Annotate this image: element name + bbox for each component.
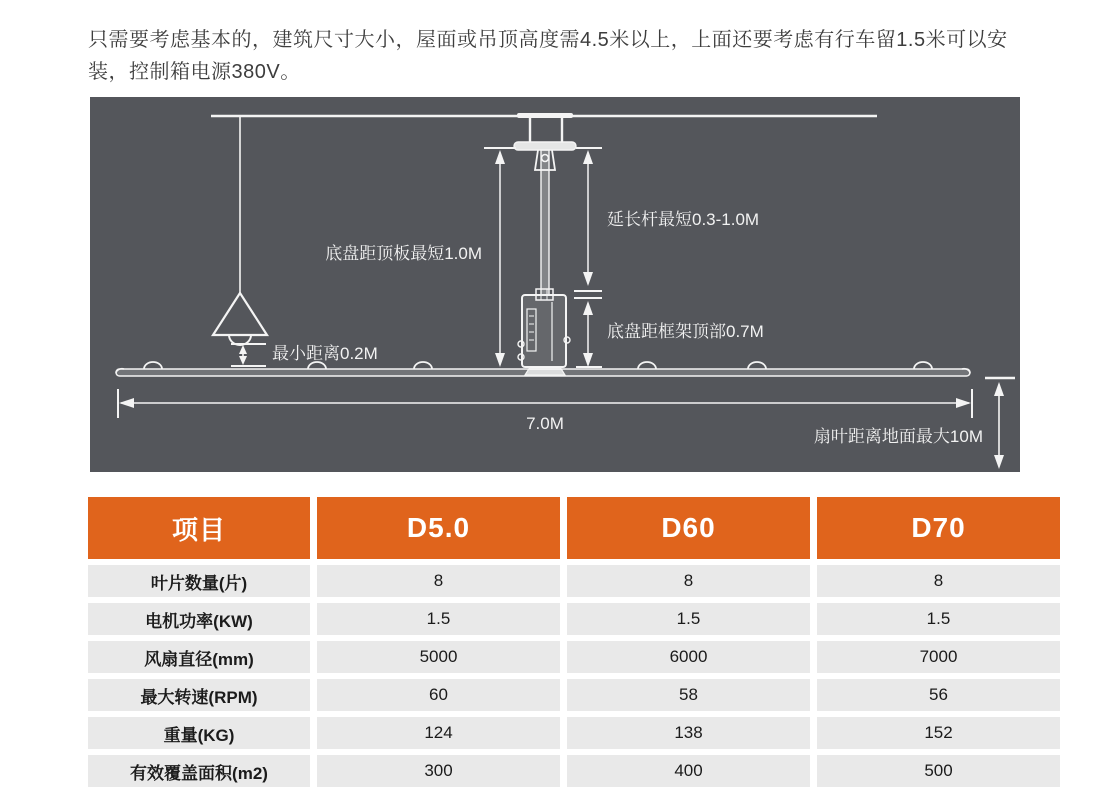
row-label: 风扇直径(mm)	[88, 641, 310, 673]
cell-value: 1.5	[317, 603, 560, 635]
row-label: 重量(KG)	[88, 717, 310, 749]
dim-span-label: 7.0M	[526, 414, 564, 433]
cell-value: 60	[317, 679, 560, 711]
table-row-max-speed	[88, 679, 1060, 711]
cell-value: 152	[817, 717, 1060, 749]
row-label: 电机功率(KW)	[88, 603, 310, 635]
table-row-weight	[88, 717, 1060, 749]
row-label: 叶片数量(片)	[88, 565, 310, 597]
cell-value: 500	[817, 755, 1060, 787]
intro-line-1: 只需要考虑基本的，建筑尺寸大小，屋面或吊顶高度需4.5米以上，上面还要考虑有行车留1.5米可以安	[88, 29, 1008, 51]
spec-table-header-row	[88, 497, 1060, 559]
col-header-item: 项目	[88, 497, 310, 559]
cell-value: 1.5	[567, 603, 810, 635]
dim-chassis-to-frame-label: 底盘距框架顶部0.7M	[607, 322, 764, 341]
cell-value: 138	[567, 717, 810, 749]
cell-value: 8	[817, 565, 1060, 597]
cell-value: 8	[567, 565, 810, 597]
cell-value: 5000	[317, 641, 560, 673]
dim-blade-to-floor-label: 扇叶距离地面最大10M	[813, 427, 983, 446]
intro-line-2: 装，控制箱电源380V。	[88, 61, 301, 83]
table-row-fan-diameter	[88, 641, 1060, 673]
cell-value: 6000	[567, 641, 810, 673]
table-row-coverage-area	[88, 755, 1060, 787]
row-label: 最大转速(RPM)	[88, 679, 310, 711]
fan-installation-diagram-svg	[90, 97, 1020, 472]
cell-value: 400	[567, 755, 810, 787]
cell-value: 7000	[817, 641, 1060, 673]
cell-value: 56	[817, 679, 1060, 711]
row-label: 有效覆盖面积(m2)	[88, 755, 310, 787]
table-row-blade-count	[88, 565, 1060, 597]
col-header-d5-0: D5.0	[317, 497, 560, 559]
cell-value: 300	[317, 755, 560, 787]
table-row-motor-power	[88, 603, 1060, 635]
intro-text	[88, 24, 1078, 88]
fan-installation-diagram	[90, 97, 1020, 472]
min-distance-label: 最小距离0.2M	[272, 344, 378, 363]
col-header-d60: D60	[567, 497, 810, 559]
dim-extension-rod-label: 延长杆最短0.3-1.0M	[607, 210, 760, 229]
cell-value: 8	[317, 565, 560, 597]
spec-table	[81, 491, 1067, 793]
motor-box	[522, 295, 566, 367]
cell-value: 1.5	[817, 603, 1060, 635]
dim-chassis-to-ceiling-label: 底盘距顶板最短1.0M	[325, 244, 482, 263]
col-header-d70: D70	[817, 497, 1060, 559]
cell-value: 58	[567, 679, 810, 711]
cell-value: 124	[317, 717, 560, 749]
